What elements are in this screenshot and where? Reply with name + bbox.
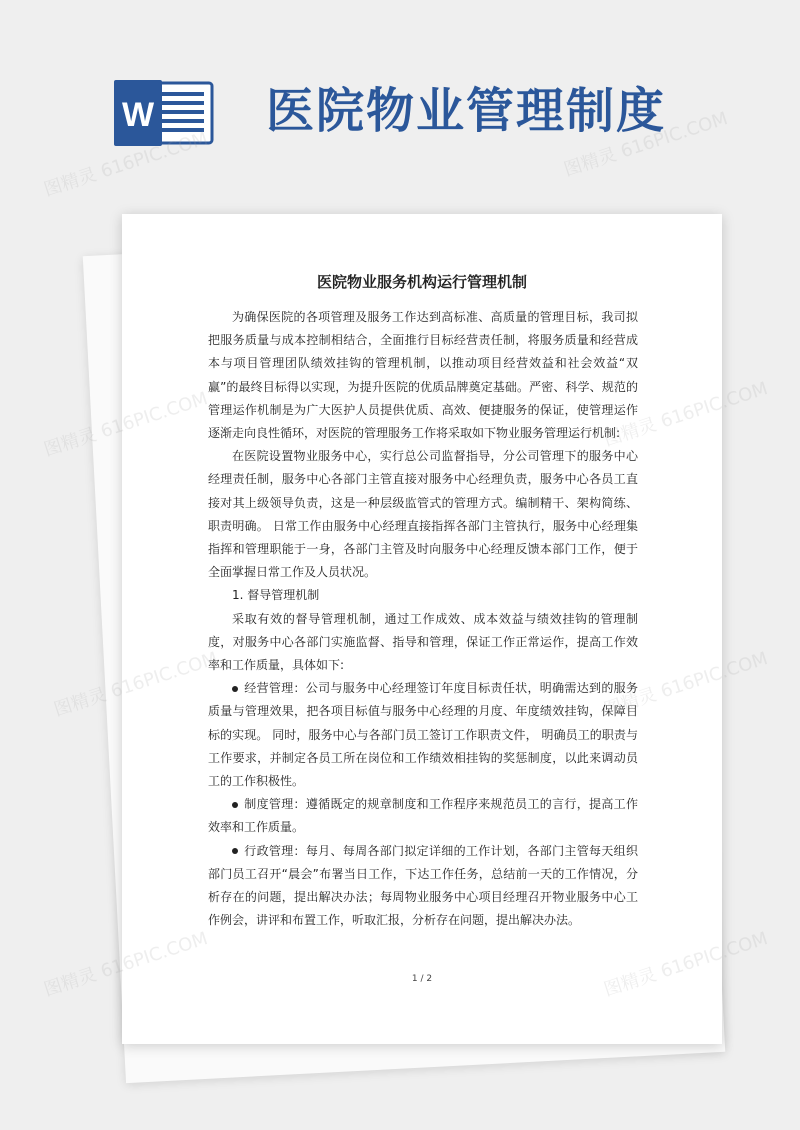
bullet-text: 行政管理：每月、每周各部门拟定详细的工作计划，各部门主管每天组织部门员工召开“晨会”布署当日工作，下达工作任务，总结前一天的工作情况，分析存在的问题，提出解决办法；每周物业服务中心项目经理召开物业服务中心工作例会，讲评和布置工作，听取汇报，分析存在问题，提出解决办法。 (208, 843, 638, 928)
watermark: 图精灵 (51, 684, 110, 721)
bullet-icon (232, 686, 238, 692)
document-title: 医院物业服务机构运行管理机制 (316, 273, 527, 291)
watermark: 图精灵 (41, 424, 100, 461)
section-number: 1. (232, 588, 244, 603)
section-title: 督导管理机制 (247, 588, 320, 603)
paragraph: 为确保医院的各项管理及服务工作达到高标准、高质量的管理目标，我司拟把服务质量与成本控制相结合，全面推行目标经营责任制，将服务质量和经营成本与项目管理团队绩效挂钩的管理机制，以推动项目经营效益和社会效益“双赢”的最终目标得以实现，为提升医院的优质品牌奠定基础。严密、科学、规范的管理运作机制是为广大医护人员提供优质、高效、便捷服务的保证，使管理运作逐渐走向良性循环，对医院的管理服务工作将采取如下物业服务管理运行机制: (208, 310, 638, 441)
bullet-item (208, 793, 638, 839)
page-title: 医院物业管理制度 (266, 83, 667, 139)
watermark: 图精灵 (41, 964, 100, 1001)
document-body (208, 306, 638, 932)
watermark: 图精灵 616PIC.COM (41, 128, 211, 201)
document-page (122, 214, 722, 1044)
watermark: 图精灵 616PIC.COM (561, 108, 731, 181)
bullet-item (208, 840, 638, 933)
paragraph: 采取有效的督导管理机制，通过工作成效、成本效益与绩效挂钩的管理制度，对服务中心各部门实施监督、指导和管理，保证工作正常运作，提高工作效率和工作质量，具体如下: (208, 611, 638, 673)
bullet-text: 制度管理：遵循既定的规章制度和工作程序来规范员工的言行，提高工作效率和工作质量。 (208, 797, 638, 835)
bullet-icon (232, 802, 238, 808)
section-heading (208, 584, 638, 607)
page-indicator: 1 / 2 (411, 974, 433, 984)
bullet-text: 经营管理：公司与服务中心经理签订年度目标责任状，明确需达到的服务质量与管理效果，把各项目标值与服务中心经理的月度、年度绩效挂钩，保障目标的实现。 同时，服务中心与各部门员工签订工作职责文件， 明确员工的职责与工作要求，并制定各员工所在岗位和工作绩效相挂钩的奖惩制度，以此来调动员工的工作积极性。 (208, 681, 638, 789)
bullet-item (208, 677, 638, 793)
bullet-icon (232, 848, 238, 854)
paragraph: 在医院设置物业服务中心，实行总公司监督指导，分公司管理下的服务中心经理责任制，服务中心各部门主管直接对服务中心经理负责，服务中心各员工直接对其上级领导负责，这是一种层级监管式的管理方式。编制精干、架构简练、职责明确。 日常工作由服务中心经理直接指挥各部门主管执行，服务中心经理集指挥和管理职能于一身，各部门主管及时向服务中心经理反馈本部门工作，便于全面掌握日常工作及人员状况。 (208, 449, 638, 580)
header (0, 0, 800, 200)
word-document-icon (114, 80, 214, 146)
svg-text:W: W (121, 96, 155, 134)
